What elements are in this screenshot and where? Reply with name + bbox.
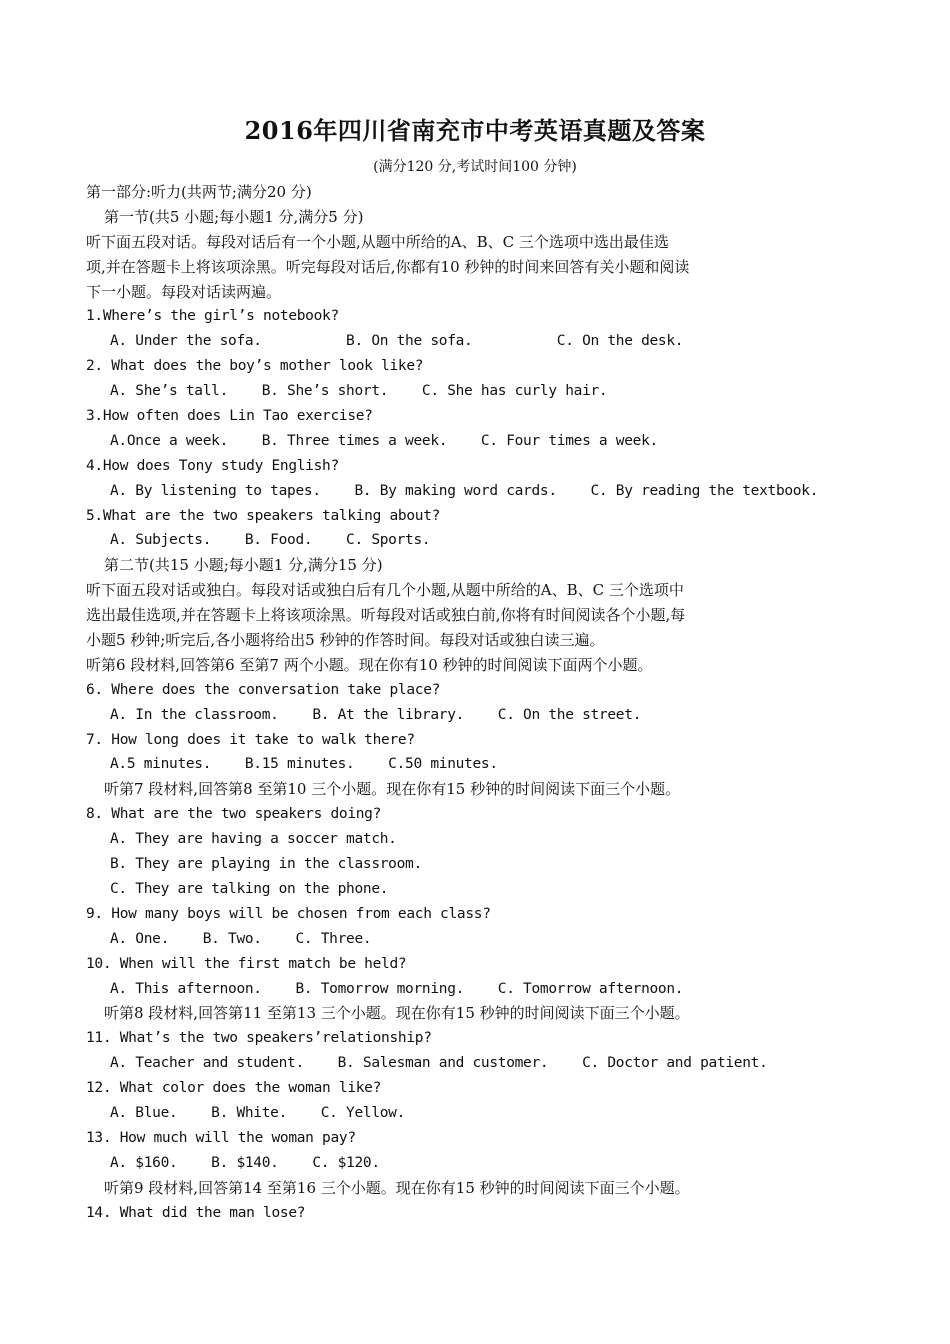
question: 5.What are the two speakers talking about? bbox=[86, 507, 441, 524]
answer-options: A. Blue. B. White. C. Yellow. bbox=[110, 1104, 406, 1121]
answer-options: A.Once a week. B. Three times a week. C. Four times a week. bbox=[110, 432, 658, 449]
question: 1.Where’s the girl’s notebook? bbox=[86, 308, 339, 325]
instruction-line: 听下面五段对话或独白。每段对话或独白后有几个小题,从题中所给的A、B、C 三个选项中 bbox=[86, 581, 684, 600]
instruction-line: 下一小题。每段对话读两遍。 bbox=[86, 282, 282, 301]
material-instruction: 听第6 段材料,回答第6 至第7 两个小题。现在你有10 秒钟的时间阅读下面两个小题。 bbox=[86, 655, 653, 674]
question: 10. When will the first match be held? bbox=[86, 955, 407, 972]
question: 6. Where does the conversation take place? bbox=[86, 681, 441, 698]
answer-option: C. They are talking on the phone. bbox=[110, 880, 389, 897]
exam-info: (满分120 分,考试时间100 分钟) bbox=[373, 159, 577, 175]
instruction-line: 项,并在答题卡上将该项涂黑。听完每段对话后,你都有10 秒钟的时间来回答有关小题和阅读 bbox=[86, 257, 690, 276]
subsection-heading: 第一节(共5 小题;每小题1 分,满分5 分) bbox=[104, 207, 364, 226]
question: 8. What are the two speakers doing? bbox=[86, 806, 382, 823]
answer-options: A. Teacher and student. B. Salesman and customer. C. Doctor and patient. bbox=[110, 1055, 768, 1072]
material-instruction: 听第8 段材料,回答第11 至第13 三个小题。现在你有15 秒钟的时间阅读下面三个小题。 bbox=[104, 1004, 690, 1023]
answer-options: A. In the classroom. B. At the library. C. On the street. bbox=[110, 706, 642, 723]
instruction-line: 听下面五段对话。每段对话后有一个小题,从题中所给的A、B、C 三个选项中选出最佳选 bbox=[86, 232, 669, 251]
answer-option: A. They are having a soccer match. bbox=[110, 831, 397, 848]
question: 3.How often does Lin Tao exercise? bbox=[86, 408, 373, 425]
question: 9. How many boys will be chosen from each class? bbox=[86, 905, 491, 922]
section-heading: 第一部分:听力(共两节;满分20 分) bbox=[86, 183, 312, 201]
question: 11. What’s the two speakers’relationship? bbox=[86, 1030, 432, 1047]
question: 13. How much will the woman pay? bbox=[86, 1129, 356, 1146]
exam-body bbox=[86, 180, 886, 1225]
answer-options: A.5 minutes. B.15 minutes. C.50 minutes. bbox=[110, 756, 498, 773]
answer-option: B. They are playing in the classroom. bbox=[110, 856, 422, 873]
instruction-line: 选出最佳选项,并在答题卡上将该项涂黑。听每段对话或独白前,你将有时间阅读各个小题,每 bbox=[86, 606, 686, 625]
question: 4.How does Tony study English? bbox=[86, 457, 339, 474]
answer-options: A. This afternoon. B. Tomorrow morning. C. Tomorrow afternoon. bbox=[110, 980, 684, 997]
answer-options: A. Subjects. B. Food. C. Sports. bbox=[110, 532, 431, 549]
answer-options: A. She’s tall. B. She’s short. C. She has curly hair. bbox=[110, 383, 608, 400]
answer-options: A. $160. B. $140. C. $120. bbox=[110, 1154, 380, 1171]
document-title: 2016年四川省南充市中考英语真题及答案 bbox=[244, 116, 706, 145]
question: 7. How long does it take to walk there? bbox=[86, 731, 415, 748]
material-instruction: 听第7 段材料,回答第8 至第10 三个小题。现在你有15 秒钟的时间阅读下面三个小题。 bbox=[104, 780, 681, 799]
subsection-heading: 第二节(共15 小题;每小题1 分,满分15 分) bbox=[104, 556, 383, 575]
answer-options: A. By listening to tapes. B. By making word cards. C. By reading the textbook. bbox=[110, 482, 819, 499]
question: 12. What color does the woman like? bbox=[86, 1080, 382, 1097]
instruction-line: 小题5 秒钟;听完后,各小题将给出5 秒钟的作答时间。每段对话或独白读三遍。 bbox=[86, 631, 605, 650]
question: 2. What does the boy’s mother look like? bbox=[86, 358, 424, 375]
question: 14. What did the man lose? bbox=[86, 1204, 306, 1221]
answer-options: A. One. B. Two. C. Three. bbox=[110, 930, 372, 947]
material-instruction: 听第9 段材料,回答第14 至第16 三个小题。现在你有15 秒钟的时间阅读下面三个小题。 bbox=[104, 1178, 690, 1197]
answer-options: A. Under the sofa. B. On the sofa. C. On the desk. bbox=[110, 333, 684, 350]
